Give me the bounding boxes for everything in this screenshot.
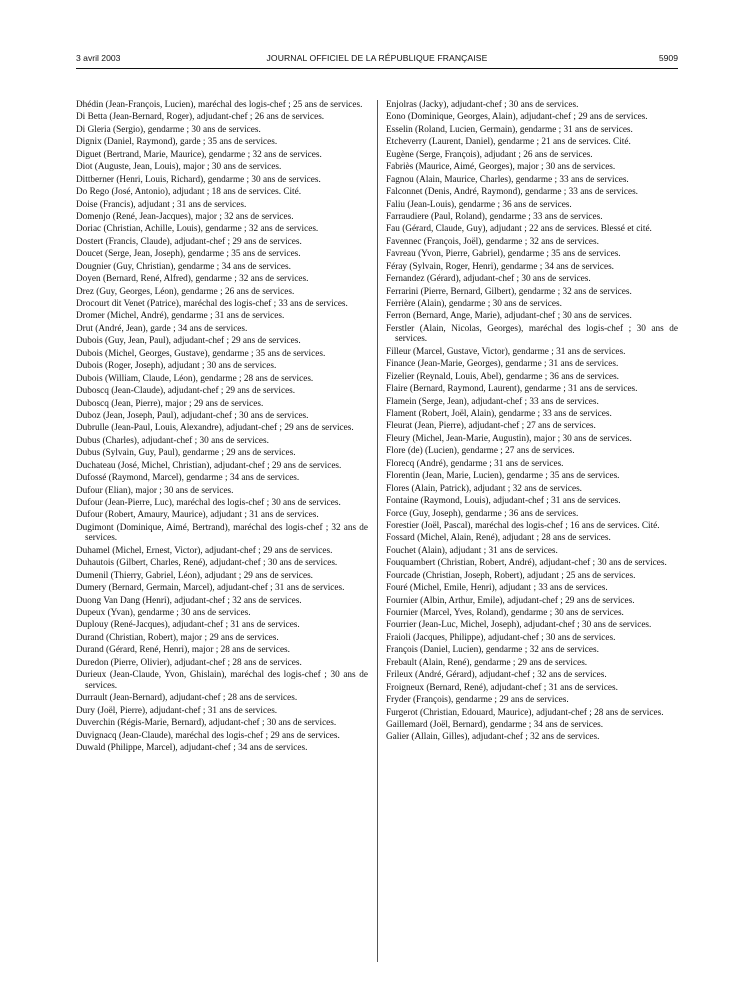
list-entry: Flament (Robert, Joël, Alain), gendarme ; 33 ans de services. (386, 409, 612, 420)
list-entry: Duhamel (Michel, Ernest, Victor), adjudant-chef ; 29 ans de services. (76, 545, 333, 556)
list-entry: Fournier (Albin, Arthur, Emile), adjudant-chef ; 29 ans de services. (386, 595, 635, 606)
header-rule (76, 68, 678, 69)
list-entry: Dubus (Sylvain, Guy, Paul), gendarme ; 29 ans de services. (76, 448, 296, 459)
list-entry: Force (Guy, Joseph), gendarme ; 36 ans de services. (386, 508, 579, 519)
list-entry: Dhédin (Jean-François, Lucien), maréchal des logis-chef ; 25 ans de services. (76, 100, 363, 110)
list-entry: Dromer (Michel, André), gendarme ; 31 ans de services. (76, 311, 285, 322)
list-entry: Favennec (François, Joël), gendarme ; 32 ans de services. (386, 236, 599, 247)
issue-date: 3 avril 2003 (76, 53, 121, 63)
list-entry: Fossard (Michel, Alain, René), adjudant ; 28 ans de services. (386, 533, 611, 544)
list-entry: Dubois (William, Claude, Léon), gendarme ; 28 ans de services. (76, 373, 314, 384)
list-entry: Etcheverry (Laurent, Daniel), gendarme ; 21 ans de services. Cité. (386, 137, 631, 148)
list-entry: Flores (Alain, Patrick), adjudant ; 32 ans de services. (386, 483, 582, 494)
list-entry: Faliu (Jean-Louis), gendarme ; 36 ans de services. (386, 199, 572, 210)
list-entry: Frebault (Alain, René), gendarme ; 29 ans de services. (386, 657, 588, 668)
list-entry: Duchateau (José, Michel, Christian), adjudant-chef ; 29 ans de services. (76, 460, 342, 471)
page-number: 5909 (658, 53, 678, 63)
list-entry: Duboscq (Jean-Claude), adjudant-chef ; 29 ans de services. (76, 386, 296, 397)
list-entry: François (Daniel, Lucien), gendarme ; 32 ans de services. (386, 645, 599, 656)
list-entry: Doriac (Christian, Achille, Louis), gendarme ; 32 ans de services. (76, 224, 319, 235)
list-entry: Domenjo (René, Jean-Jacques), major ; 32 ans de services. (76, 211, 294, 222)
list-entry: Durand (Gérard, René, Henri), major ; 28 ans de services. (76, 645, 290, 656)
list-entry: Dubois (Michel, Georges, Gustave), gendarme ; 35 ans de services. (76, 348, 326, 359)
list-entry: Fournier (Marcel, Yves, Roland), gendarme ; 30 ans de services. (386, 608, 624, 619)
list-entry: Ferrière (Alain), gendarme ; 30 ans de services. (386, 299, 562, 309)
list-entry: Enjolras (Jacky), adjudant-chef ; 30 ans de services. (386, 100, 579, 110)
list-entry: Finance (Jean-Marie, Georges), gendarme ; 31 ans de services. (386, 359, 619, 370)
list-entry: Duboscq (Jean, Pierre), major ; 29 ans de services. (76, 398, 264, 409)
journal-title: JOURNAL OFFICIEL DE LA RÉPUBLIQUE FRANÇAISE (266, 53, 488, 63)
list-entry: Drut (André, Jean), garde ; 34 ans de services. (76, 323, 248, 334)
list-entry: Dittberner (Henri, Louis, Richard), gendarme ; 30 ans de services. (76, 174, 321, 185)
list-entry: Dupeux (Yvan), gendarme ; 30 ans de services. (76, 608, 251, 619)
list-entry: Dubus (Charles), adjudant-chef ; 30 ans de services. (76, 435, 269, 446)
list-entry: Duredon (Pierre, Olivier), adjudant-chef ; 28 ans de services. (76, 657, 302, 668)
list-entry: Fabriès (Maurice, Aimé, Georges), major ; 30 ans de services. (386, 162, 616, 173)
list-entry: Doucet (Serge, Jean, Joseph), gendarme ; 35 ans de services. (76, 249, 301, 260)
list-entry: Durand (Christian, Robert), major ; 29 ans de services. (76, 632, 279, 643)
list-entry: Di Gleria (Sergio), gendarme ; 30 ans de services. (76, 124, 261, 135)
list-entry: Fouchet (Alain), adjudant ; 31 ans de services. (386, 545, 558, 556)
list-entry: Flore (de) (Lucien), gendarme ; 27 ans de services. (386, 446, 575, 457)
list-entry: Duong Van Dang (Henri), adjudant-chef ; 32 ans de services. (76, 595, 302, 606)
list-entry: Ferrarini (Pierre, Bernard, Gilbert), gendarme ; 32 ans de services. (386, 286, 632, 297)
list-entry: Duwald (Philippe, Marcel), adjudant-chef ; 34 ans de services. (76, 742, 308, 753)
left-column (76, 100, 368, 755)
list-entry: Eugène (Serge, François), adjudant ; 26 ans de services. (386, 149, 593, 160)
list-entry: Gaillemard (Joël, Bernard), gendarme ; 34 ans de services. (386, 719, 604, 730)
list-entry: Diguet (Bertrand, Marie, Maurice), gendarme ; 32 ans de services. (76, 149, 322, 160)
list-entry: Dufour (Jean-Pierre, Luc), maréchal des logis-chef ; 30 ans de services. (76, 498, 341, 508)
list-entry: Di Betta (Jean-Bernard, Roger), adjudant-chef ; 26 ans de services. (76, 112, 325, 123)
list-entry: Forestier (Joël, Pascal), maréchal des logis-chef ; 16 ans de services. Cité. (386, 520, 660, 531)
list-entry: Duplouy (René-Jacques), adjudant-chef ; 31 ans de services. (76, 620, 300, 631)
list-entry: Doise (Francis), adjudant ; 31 ans de services. (76, 199, 247, 210)
list-entry: Féray (Sylvain, Roger, Henri), gendarme ; 34 ans de services. (386, 261, 614, 272)
list-entry: Doyen (Bernard, René, Alfred), gendarme ; 32 ans de services. (76, 274, 309, 285)
list-entry: Esselin (Roland, Lucien, Germain), gendarme ; 31 ans de services. (386, 124, 633, 135)
list-entry: Do Rego (José, Antonio), adjudant ; 18 ans de services. Cité. (76, 187, 302, 198)
list-entry: Fleury (Michel, Jean-Marie, Augustin), major ; 30 ans de services. (386, 433, 632, 444)
list-entry: Duboz (Jean, Joseph, Paul), adjudant-chef ; 30 ans de services. (76, 410, 309, 421)
list-entry: Filleur (Marcel, Gustave, Victor), gendarme ; 31 ans de services. (386, 346, 626, 357)
list-entry: Fraioli (Jacques, Philippe), adjudant-chef ; 30 ans de services. (386, 632, 616, 643)
list-entry: Fleurat (Jean, Pierre), adjudant-chef ; 27 ans de services. (386, 421, 596, 432)
page-header (76, 53, 678, 67)
list-entry: Eono (Dominique, Georges, Alain), adjudant-chef ; 29 ans de services. (386, 112, 648, 123)
list-entry: Fizelier (Reynald, Louis, Abel), gendarme ; 36 ans de services. (386, 371, 619, 382)
list-entry: Florecq (André), gendarme ; 31 ans de services. (386, 458, 564, 469)
list-entry: Ferstler (Alain, Nicolas, Georges), maréchal des logis-chef ; 30 ans de services. (386, 323, 678, 345)
list-entry: Duverchin (Régis-Marie, Bernard), adjudant-chef ; 30 ans de services. (76, 718, 337, 729)
list-entry: Fontaine (Raymond, Louis), adjudant-chef ; 31 ans de services. (386, 496, 621, 507)
list-entry: Dumery (Bernard, Germain, Marcel), adjudant-chef ; 31 ans de services. (76, 583, 345, 594)
list-entry: Drocourt dit Venet (Patrice), maréchal des logis-chef ; 33 ans de services. (76, 299, 348, 309)
list-entry: Fouquambert (Christian, Robert, André), adjudant-chef ; 30 ans de services. (386, 558, 667, 569)
list-entry: Dubrulle (Jean-Paul, Louis, Alexandre), adjudant-chef ; 29 ans de services. (76, 423, 354, 434)
list-entry: Furgerot (Christian, Edouard, Maurice), adjudant-chef ; 28 ans de services. (386, 707, 664, 718)
list-entry: Fouré (Michel, Emile, Henri), adjudant ; 33 ans de services. (386, 583, 608, 594)
list-entry: Durrault (Jean-Bernard), adjudant-chef ; 28 ans de services. (76, 693, 298, 704)
list-entry: Flaire (Bernard, Raymond, Laurent), gendarme ; 31 ans de services. (386, 384, 638, 395)
list-entry: Dignix (Daniel, Raymond), garde ; 35 ans de services. (76, 137, 278, 148)
list-entry: Florentin (Jean, Marie, Lucien), gendarme ; 35 ans de services. (386, 471, 620, 482)
right-column (386, 100, 678, 745)
list-entry: Froigneux (Bernard, René), adjudant-chef ; 31 ans de services. (386, 682, 618, 693)
list-entry: Farraudiere (Paul, Roland), gendarme ; 33 ans de services. (386, 211, 603, 222)
list-entry: Dury (Joël, Pierre), adjudant-chef ; 31 ans de services. (76, 705, 278, 716)
list-entry: Dubois (Roger, Joseph), adjudant ; 30 ans de services. (76, 361, 277, 372)
list-entry: Falconnet (Denis, André, Raymond), gendarme ; 33 ans de services. (386, 187, 638, 198)
list-entry: Flamein (Serge, Jean), adjudant-chef ; 33 ans de services. (386, 396, 599, 407)
list-entry: Dugimont (Dominique, Aimé, Bertrand), maréchal des logis-chef ; 32 ans de services. (76, 522, 368, 544)
list-entry: Fau (Gérard, Claude, Guy), adjudant ; 22 ans de services. Blessé et cité. (386, 224, 652, 235)
list-entry: Favreau (Yvon, Pierre, Gabriel), gendarme ; 35 ans de services. (386, 249, 621, 260)
list-entry: Fourcade (Christian, Joseph, Robert), adjudant ; 25 ans de services. (386, 570, 636, 581)
list-entry: Duvignacq (Jean-Claude), maréchal des logis-chef ; 29 ans de services. (76, 730, 340, 741)
list-entry: Frileux (André, Gérard), adjudant-chef ; 32 ans de services. (386, 670, 607, 681)
list-entry: Dufossé (Raymond, Marcel), gendarme ; 34 ans de services. (76, 473, 300, 484)
list-entry: Dufour (Elian), major ; 30 ans de services. (76, 485, 234, 496)
list-entry: Fourrier (Jean-Luc, Michel, Joseph), adjudant-chef ; 30 ans de services. (386, 620, 652, 631)
list-entry: Fagnou (Alain, Maurice, Charles), gendarme ; 33 ans de services. (386, 174, 629, 185)
list-entry: Galier (Allain, Gilles), adjudant-chef ; 32 ans de services. (386, 732, 600, 743)
list-entry: Ferron (Bernard, Ange, Marie), adjudant-chef ; 30 ans de services. (386, 311, 632, 322)
list-entry: Duhautois (Gilbert, Charles, René), adjudant-chef ; 30 ans de services. (76, 558, 338, 569)
list-entry: Dufour (Robert, Amaury, Maurice), adjudant ; 31 ans de services. (76, 510, 319, 521)
list-entry: Dubois (Guy, Jean, Paul), adjudant-chef ; 29 ans de services. (76, 336, 301, 347)
list-entry: Fryder (François), gendarme ; 29 ans de services. (386, 695, 569, 706)
list-entry: Drez (Guy, Georges, Léon), gendarme ; 26 ans de services. (76, 286, 295, 297)
list-entry: Dumenil (Thierry, Gabriel, Léon), adjudant ; 29 ans de services. (76, 570, 313, 581)
column-divider (377, 100, 378, 962)
list-entry: Dougnier (Guy, Christian), gendarme ; 34 ans de services. (76, 261, 291, 272)
list-entry: Diot (Auguste, Jean, Louis), major ; 30 ans de services. (76, 162, 282, 173)
list-entry: Fernandez (Gérard), adjudant-chef ; 30 ans de services. (386, 274, 591, 285)
list-entry: Dostert (Francis, Claude), adjudant-chef ; 29 ans de services. (76, 236, 302, 247)
list-entry: Durieux (Jean-Claude, Yvon, Ghislain), maréchal des logis-chef ; 30 ans de services. (76, 670, 368, 691)
